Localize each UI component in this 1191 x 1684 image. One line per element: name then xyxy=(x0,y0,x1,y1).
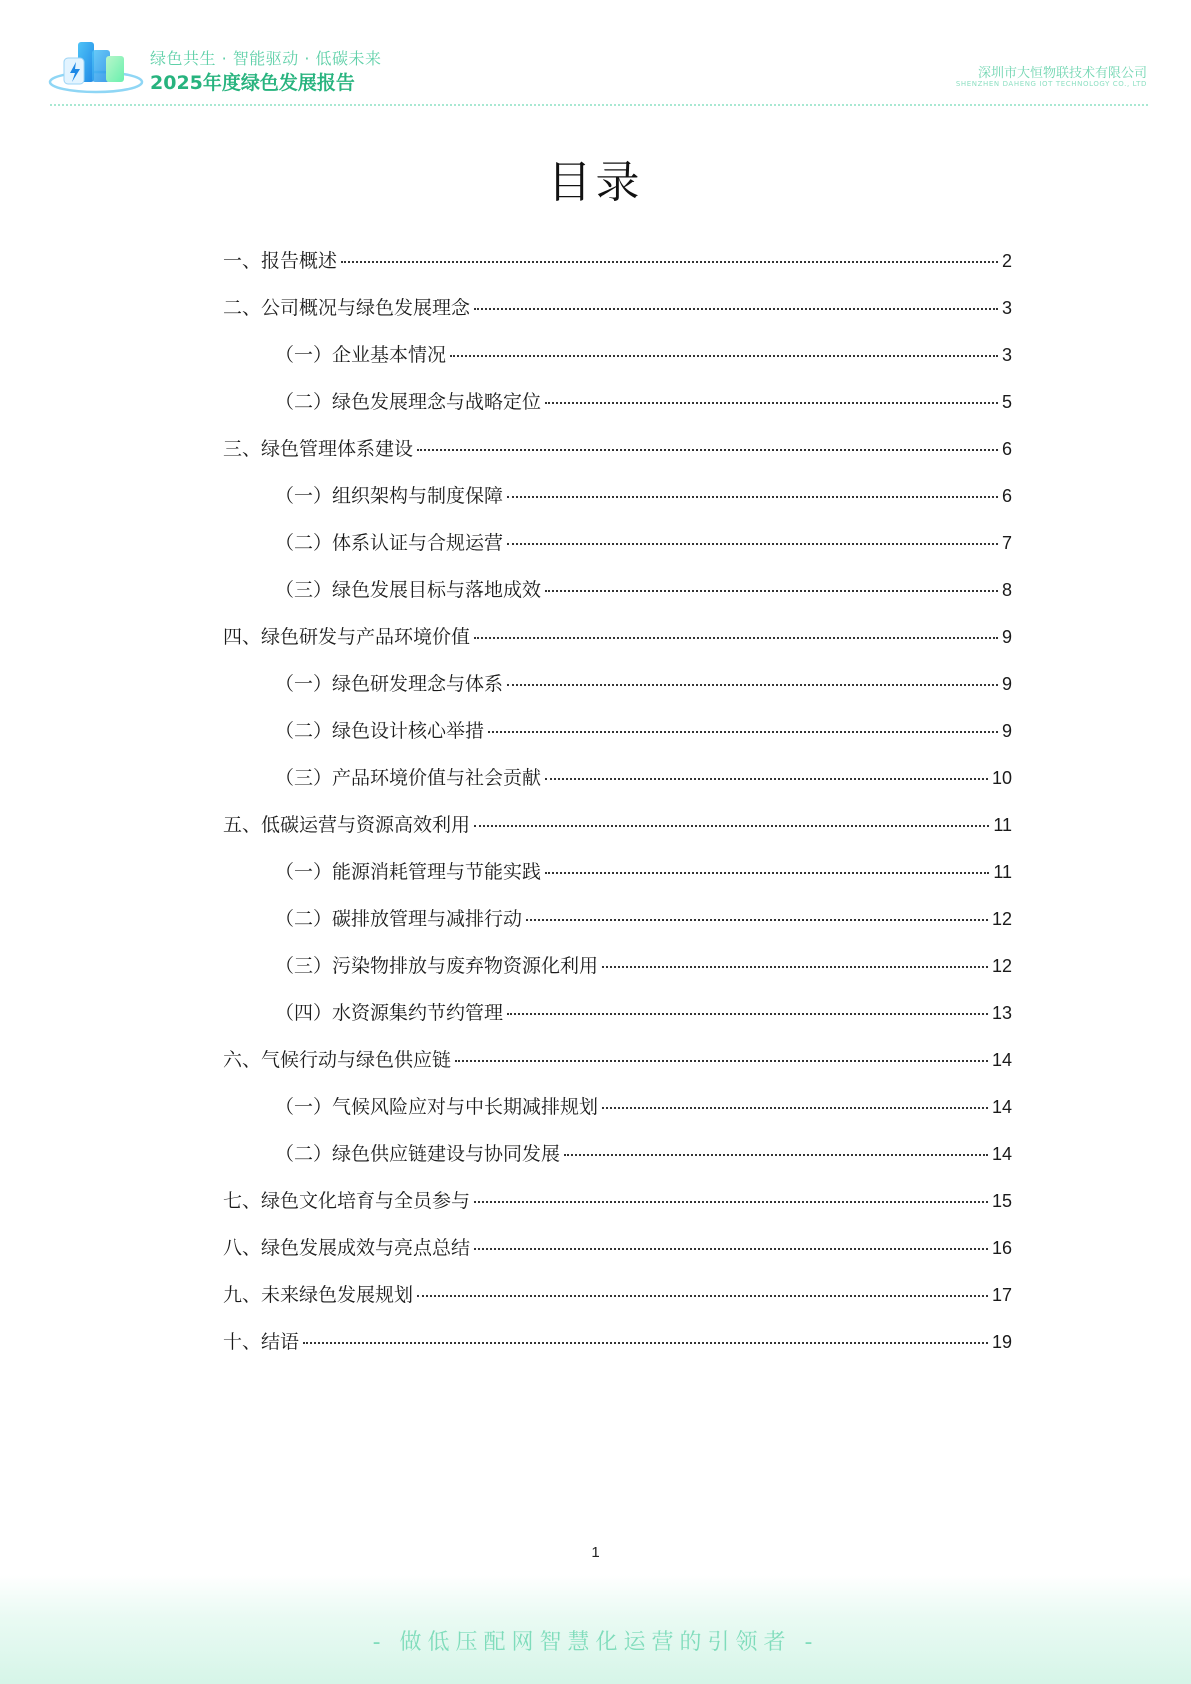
report-title: 2025年度绿色发展报告 xyxy=(150,72,355,94)
toc-dot-leader xyxy=(455,1060,988,1062)
toc-entry[interactable] xyxy=(223,904,1012,951)
toc-entry[interactable] xyxy=(223,763,1012,810)
toc-entry[interactable] xyxy=(223,1233,1012,1280)
page-title: 目录 xyxy=(547,157,644,208)
footer-slogan: - 做低压配网智慧化运营的引领者 - xyxy=(372,1630,819,1655)
toc-entry-title: （二）绿色设计核心举措 xyxy=(275,720,485,742)
toc-entry-title: 五、低碳运营与资源高效利用 xyxy=(223,814,471,836)
toc-entry-page: 12 xyxy=(991,956,1012,976)
company-name: 深圳市大恒物联技术有限公司 xyxy=(977,66,1147,81)
toc-entry-title: 七、绿色文化培育与全员参与 xyxy=(223,1190,471,1212)
toc-dot-leader xyxy=(303,1342,988,1344)
toc-entry-title: 三、绿色管理体系建设 xyxy=(223,438,414,460)
toc-entry-title: （一）企业基本情况 xyxy=(275,344,447,366)
toc-entry-page: 14 xyxy=(991,1097,1012,1117)
toc-dot-leader xyxy=(507,496,998,498)
toc-dot-leader xyxy=(417,1295,988,1297)
toc-dot-leader xyxy=(450,355,998,357)
toc-entry[interactable] xyxy=(223,1139,1012,1186)
toc-entry-page: 5 xyxy=(1001,392,1012,412)
toc-entry-page: 7 xyxy=(1001,533,1012,553)
toc-dot-leader xyxy=(341,261,998,263)
toc-entry-title: （二）绿色供应链建设与协同发展 xyxy=(275,1143,561,1165)
toc-dot-leader xyxy=(488,731,998,733)
toc-dot-leader xyxy=(474,1248,988,1250)
toc-entry-title: 九、未来绿色发展规划 xyxy=(223,1284,414,1306)
toc-entry-page: 3 xyxy=(1001,298,1012,318)
toc-entry[interactable] xyxy=(223,669,1012,716)
toc-dot-leader xyxy=(474,1201,988,1203)
toc-entry-title: （二）体系认证与合规运营 xyxy=(275,532,504,554)
toc-dot-leader xyxy=(507,543,998,545)
toc-entry-title: 六、气候行动与绿色供应链 xyxy=(223,1049,452,1071)
toc-dot-leader xyxy=(602,966,988,968)
toc-entry-title: 二、公司概况与绿色发展理念 xyxy=(223,297,471,319)
toc-entry-page: 13 xyxy=(991,1003,1012,1023)
toc-entry-title: （四）水资源集约节约管理 xyxy=(275,1002,504,1024)
toc-dot-leader xyxy=(526,919,988,921)
toc-entry-title: 十、结语 xyxy=(223,1331,300,1353)
toc-entry-page: 9 xyxy=(1001,721,1012,741)
toc-entry-page: 14 xyxy=(991,1144,1012,1164)
toc-entry[interactable] xyxy=(223,622,1012,669)
toc-entry-page: 11 xyxy=(993,815,1012,835)
toc-entry-title: 四、绿色研发与产品环境价值 xyxy=(223,626,471,648)
toc-entry-page: 2 xyxy=(1001,251,1012,271)
header-divider xyxy=(50,104,1148,106)
toc-entry-title: （三）绿色发展目标与落地成效 xyxy=(275,579,542,601)
toc-entry[interactable] xyxy=(223,857,1012,904)
lightning-bolt-icon xyxy=(48,38,148,100)
toc-entry-page: 9 xyxy=(1001,674,1012,694)
toc-entry[interactable] xyxy=(223,387,1012,434)
toc-entry-page: 17 xyxy=(991,1285,1012,1305)
toc-entry-title: （一）组织架构与制度保障 xyxy=(275,485,504,507)
toc-entry[interactable] xyxy=(223,1045,1012,1092)
toc-dot-leader xyxy=(507,684,998,686)
toc-dot-leader xyxy=(507,1013,988,1015)
toc-entry-title: （一）气候风险应对与中长期减排规划 xyxy=(275,1096,599,1118)
toc-entry-title: 一、报告概述 xyxy=(223,250,338,272)
toc-entry[interactable] xyxy=(223,575,1012,622)
toc-entry-page: 3 xyxy=(1001,345,1012,365)
toc-dot-leader xyxy=(602,1107,988,1109)
page-number: 1 xyxy=(591,1544,600,1561)
toc-entry-title: （二）绿色发展理念与战略定位 xyxy=(275,391,542,413)
toc-entry[interactable] xyxy=(223,434,1012,481)
toc-entry[interactable] xyxy=(223,716,1012,763)
toc-entry[interactable] xyxy=(223,998,1012,1045)
toc-dot-leader xyxy=(545,872,989,874)
toc-entry[interactable] xyxy=(223,528,1012,575)
toc-dot-leader xyxy=(564,1154,988,1156)
toc-entry-page: 14 xyxy=(991,1050,1012,1070)
toc-entry-page: 15 xyxy=(991,1191,1012,1211)
toc-entry-title: （一）能源消耗管理与节能实践 xyxy=(275,861,542,883)
toc-dot-leader xyxy=(545,402,998,404)
toc-dot-leader xyxy=(417,449,998,451)
toc-entry-title: （三）污染物排放与废弃物资源化利用 xyxy=(275,955,599,977)
toc-entry[interactable] xyxy=(223,246,1012,293)
toc-entry-page: 6 xyxy=(1001,439,1012,459)
toc-entry[interactable] xyxy=(223,1186,1012,1233)
toc-entry-title: （二）碳排放管理与减排行动 xyxy=(275,908,523,930)
toc-entry-page: 10 xyxy=(991,768,1012,788)
toc-entry[interactable] xyxy=(223,810,1012,857)
toc-entry-page: 16 xyxy=(991,1238,1012,1258)
toc-dot-leader xyxy=(474,825,989,827)
toc-entry-page: 12 xyxy=(991,909,1012,929)
toc-entry[interactable] xyxy=(223,340,1012,387)
toc-entry-title: （一）绿色研发理念与体系 xyxy=(275,673,504,695)
toc-entry-page: 11 xyxy=(993,862,1012,882)
toc-entry-page: 9 xyxy=(1001,627,1012,647)
toc-dot-leader xyxy=(474,308,998,310)
toc-entry-title: （三）产品环境价值与社会贡献 xyxy=(275,767,542,789)
toc-entry[interactable] xyxy=(223,951,1012,998)
toc-dot-leader xyxy=(545,778,988,780)
page-header xyxy=(0,0,1191,110)
toc-entry[interactable] xyxy=(223,1327,1012,1374)
toc-entry[interactable] xyxy=(223,481,1012,528)
toc-entry-page: 19 xyxy=(991,1332,1012,1352)
toc-entry[interactable] xyxy=(223,293,1012,340)
toc-entry-page: 8 xyxy=(1001,580,1012,600)
toc-dot-leader xyxy=(545,590,998,592)
toc-entry-title: 八、绿色发展成效与亮点总结 xyxy=(223,1237,471,1259)
toc-entry[interactable] xyxy=(223,1280,1012,1327)
header-slogan: 绿色共生 · 智能驱动 · 低碳未来 xyxy=(150,49,382,68)
toc-dot-leader xyxy=(474,637,998,639)
toc-entry-page: 6 xyxy=(1001,486,1012,506)
toc-entry[interactable] xyxy=(223,1092,1012,1139)
company-name-en: SHENZHEN DAHENG IOT TECHNOLOGY CO., LTD xyxy=(955,80,1147,88)
table-of-contents xyxy=(223,246,1012,1374)
